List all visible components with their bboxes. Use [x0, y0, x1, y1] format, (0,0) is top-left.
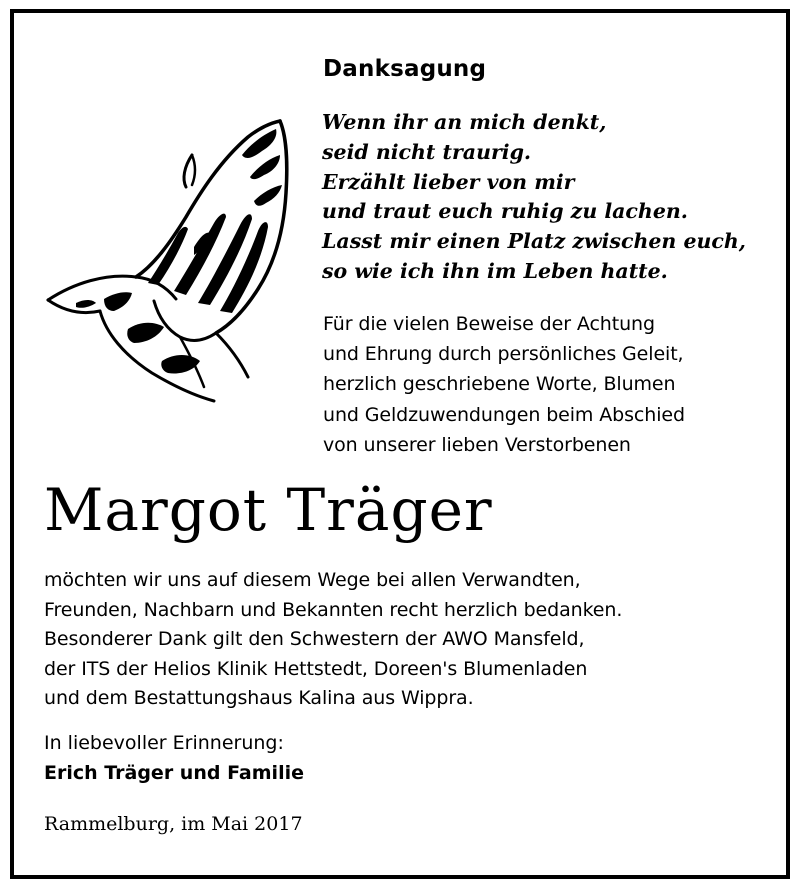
praying-hands-icon — [44, 115, 294, 405]
body-paragraph — [44, 566, 622, 714]
thanks-paragraph — [323, 309, 685, 460]
thanks-line: Für die vielen Beweise der Achtung — [323, 313, 655, 335]
place-date: Rammelburg, im Mai 2017 — [44, 813, 303, 835]
thanks-line: herzlich geschriebene Worte, Blumen — [323, 373, 676, 396]
notice-heading: Danksagung — [323, 56, 487, 82]
poem-line: so wie ich ihn im Leben hatte. — [322, 258, 668, 283]
closing-label: In liebevoller Erinnerung: — [44, 732, 284, 754]
signer-name: Erich Träger und Familie — [44, 762, 304, 784]
body-line: Besonderer Dank gilt den Schwestern der AWO Mansfeld, — [44, 628, 585, 650]
body-line: und dem Bestattungshaus Kalina aus Wippra. — [44, 687, 474, 709]
body-line: der ITS der Helios Klinik Hettstedt, Doreen's Blumenladen — [44, 657, 588, 680]
poem-line: Erzählt lieber von mir — [322, 169, 575, 194]
poem-line: seid nicht traurig. — [322, 139, 532, 164]
body-line: möchten wir uns auf diesem Wege bei allen Verwandten, — [44, 569, 581, 591]
body-line: Freunden, Nachbarn und Bekannten recht herzlich bedanken. — [44, 598, 623, 621]
poem-line: Wenn ihr an mich denkt, — [322, 110, 607, 134]
thanks-line: und Ehrung durch persönliches Geleit, — [323, 343, 684, 366]
poem — [322, 108, 746, 287]
poem-line: Lasst mir einen Platz zwischen euch, — [322, 229, 746, 254]
thanks-line: und Geldzuwendungen beim Abschied — [323, 403, 685, 426]
poem-line: und traut euch ruhig zu lachen. — [322, 199, 688, 224]
thanks-line: von unserer lieben Verstorbenen — [323, 433, 631, 456]
deceased-name: Margot Träger — [44, 476, 493, 544]
